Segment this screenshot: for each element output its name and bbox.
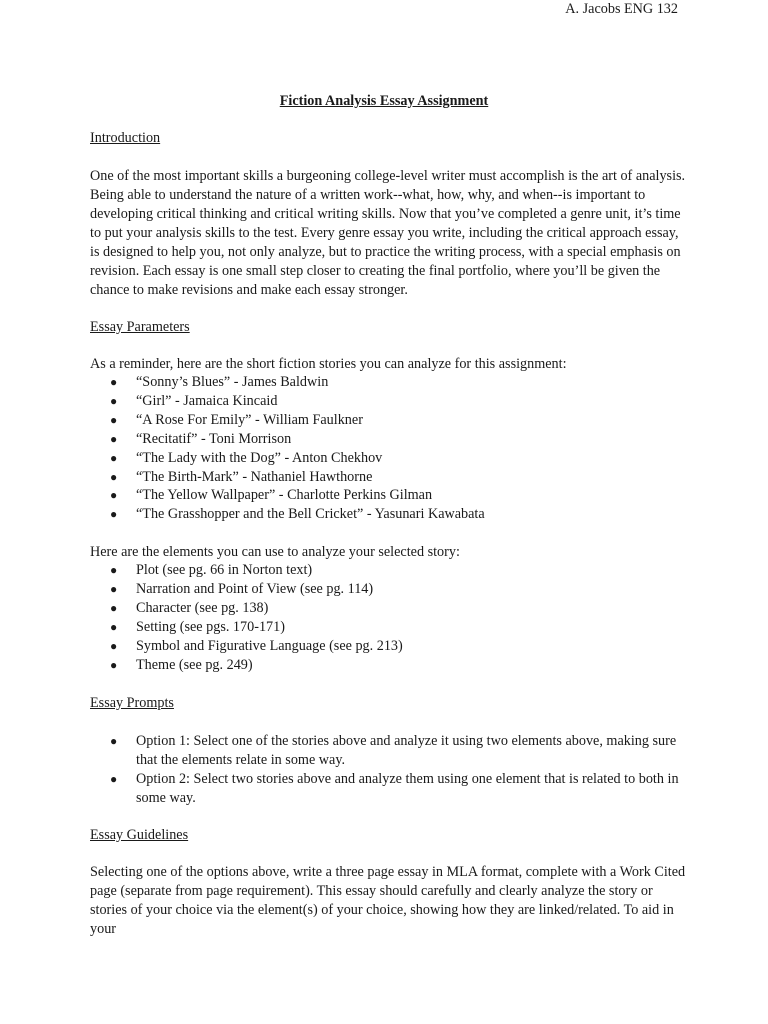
list-item: ● “Girl” - Jamaica Kincaid [110,392,278,409]
bullet-icon: ● [110,600,118,615]
list-item: ● Option 2: Select two stories above and analyze them using one element that is related to both in some way. [110,771,679,806]
list-item: ● Theme (see pg. 249) [110,656,253,673]
bullet-icon: ● [110,581,118,596]
parameters-heading: Essay Parameters [90,319,190,335]
bullet-icon: ● [110,431,118,446]
list-item: ● “The Birth-Mark” - Nathaniel Hawthorne [110,468,373,485]
bullet-icon: ● [110,488,118,503]
bullet-icon: ● [110,450,118,465]
bullet-icon: ● [110,657,118,672]
bullet-icon: ● [110,393,118,408]
list-item: ● “The Grasshopper and the Bell Cricket” - Yasunari Kawabata [110,506,485,523]
list-item: ● Character (see pg. 138) [110,599,269,616]
list-item: ● Setting (see pgs. 170-171) [110,618,285,635]
bullet-icon: ● [110,375,118,389]
bullet-icon: ● [110,469,118,484]
list-item: ● “Recitatif” - Toni Morrison [110,430,292,447]
author-course-header: A. Jacobs ENG 132 [565,1,678,17]
introduction-heading: Introduction [90,130,161,146]
bullet-icon: ● [110,638,118,653]
bullet-icon: ● [110,412,118,427]
list-item: ● Symbol and Figurative Language (see pg. 213) [110,637,403,654]
introduction-paragraph: One of the most important skills a burgeoning college-level writer must accomplish is the art of analysis. Being able to understand the nature of a written work--what, how, why, and when--is important to developing critical thinking and critical writing skills. Now that you’ve completed a genre unit, it’s time to put your analysis skills to the test. Every genre essay you write, including the critical approach essay, is designed to help you, not only analyze, but to practice the writing process, with a special emphasis on revision. Each essay is one small step closer to creating the final portfolio, where you’ll be given the chance to make revisions and make each essay stronger. [90,168,686,298]
guidelines-heading: Essay Guidelines [90,827,189,843]
bullet-icon: ● [110,772,118,786]
prompts-list [90,732,690,808]
list-item: ● “Sonny’s Blues” - James Baldwin [110,374,329,390]
list-item: ● “A Rose For Emily” - William Faulkner [110,411,363,428]
guidelines-paragraph: Selecting one of the options above, write a three page essay in MLA format, complete with a Work Cited page (separate from page requirement). This essay should carefully and clearly analyze the story or stories of your choice via the element(s) of your choice, showing how they are linked/related. To aid in your [90,864,686,937]
list-item: ● “The Yellow Wallpaper” - Charlotte Perkins Gilman [110,487,433,504]
bullet-icon: ● [110,507,118,522]
list-item: ● Narration and Point of View (see pg. 114) [110,580,374,597]
bullet-icon: ● [110,563,118,577]
bullet-icon: ● [110,734,118,748]
stories-intro: As a reminder, here are the short fiction stories you can analyze for this assignment: [90,356,567,372]
prompts-heading: Essay Prompts [90,695,174,711]
elements-list [90,561,690,674]
elements-intro: Here are the elements you can use to analyze your selected story: [90,544,460,560]
list-item: ● Plot (see pg. 66 in Norton text) [110,562,313,578]
page-title: Fiction Analysis Essay Assignment [279,93,489,109]
list-item: ● “The Lady with the Dog” - Anton Chekhov [110,449,383,466]
stories-list [90,373,690,524]
list-item: ● Option 1: Select one of the stories above and analyze it using two elements above, making sure that the elements relate in some way. [110,733,677,768]
bullet-icon: ● [110,619,118,634]
